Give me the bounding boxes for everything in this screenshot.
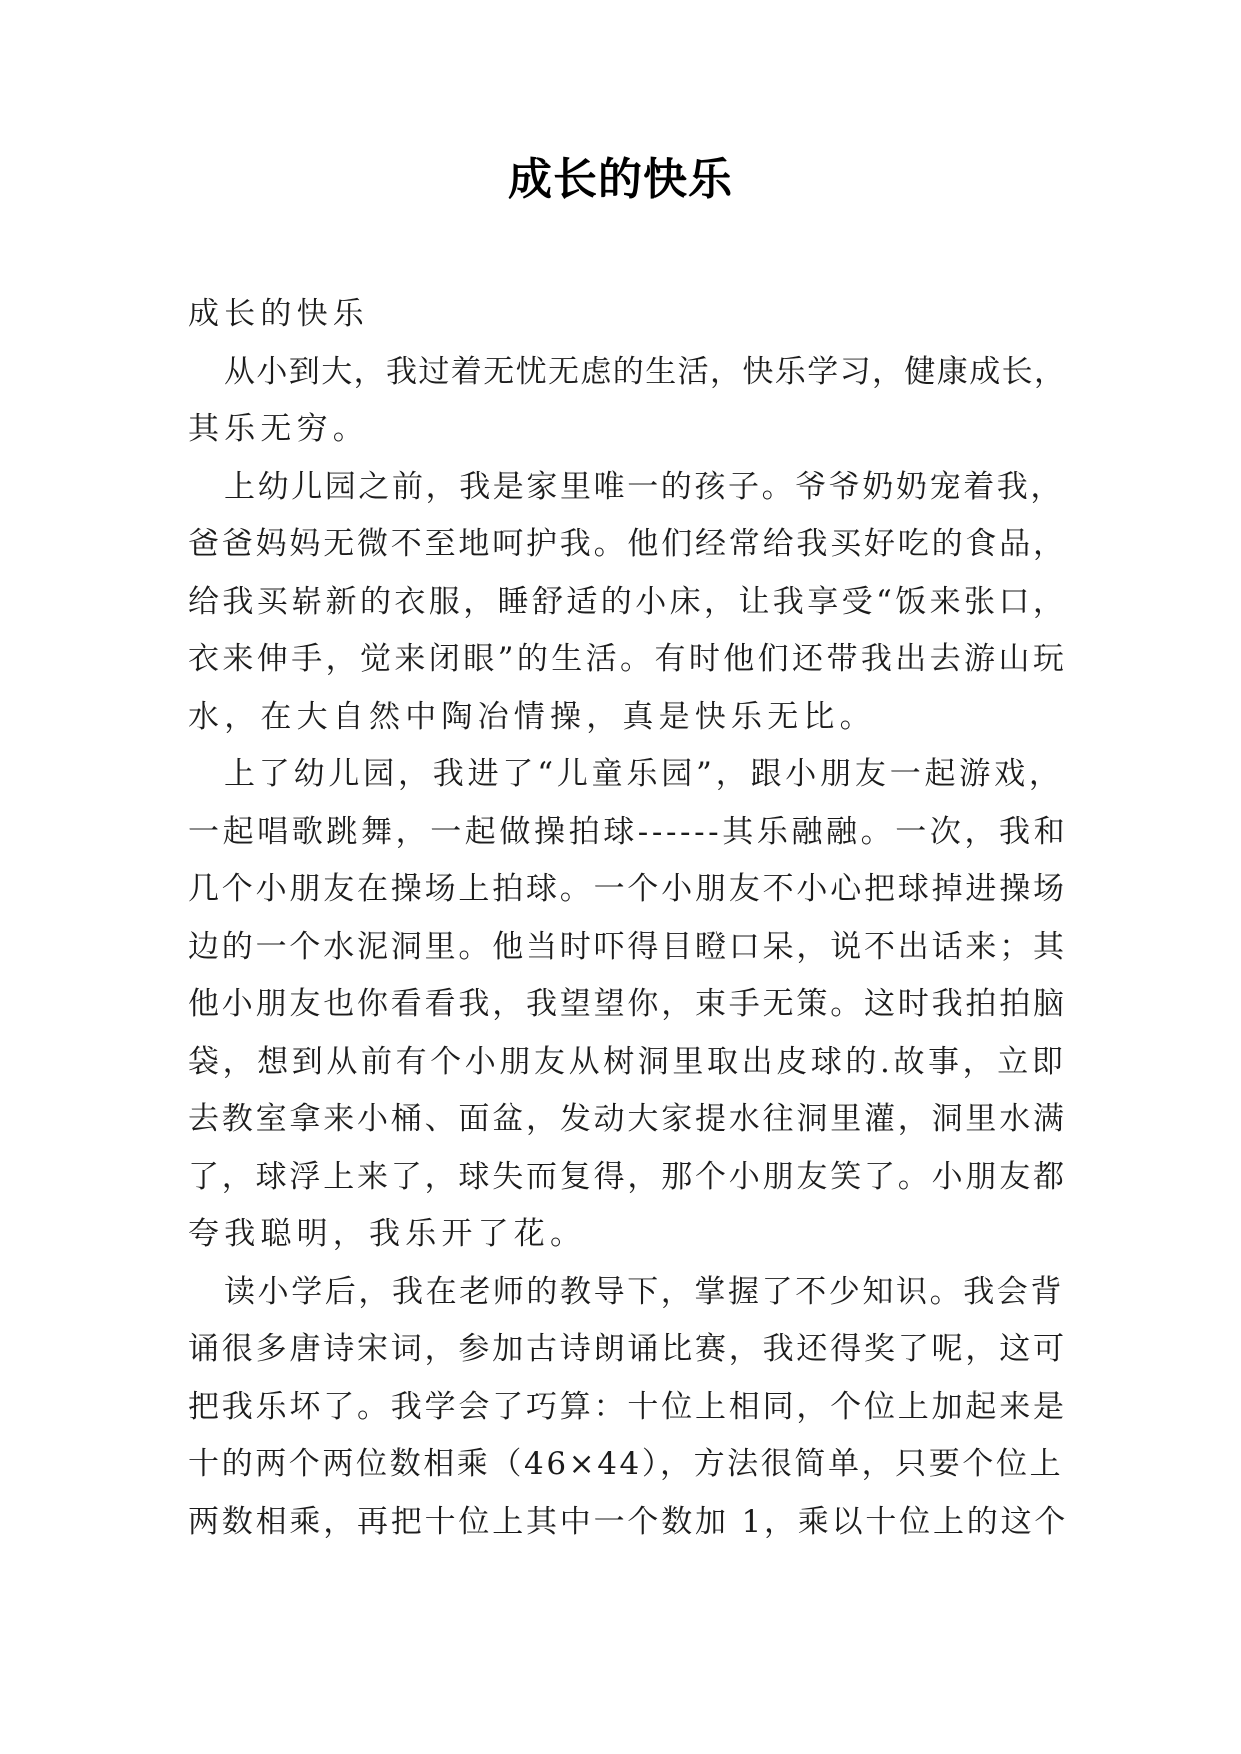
text-line: 几个小朋友在操场上拍球。一个小朋友不小心把球掉进操场 <box>188 871 1067 907</box>
text-line: 去教室拿来小桶、面盆，发动大家提水往洞里灌，洞里水满 <box>188 1101 1067 1137</box>
text-line: 诵很多唐诗宋词，参加古诗朗诵比赛，我还得奖了呢，这可 <box>188 1331 1067 1367</box>
text-line: 水，在大自然中陶冶情操，真是快乐无比。 <box>188 698 876 735</box>
text-line: 了，球浮上来了，球失而复得，那个小朋友笑了。小朋友都 <box>188 1158 1067 1195</box>
text-line: 从小到大，我过着无忧无虑的生活，快乐学习，健康成长， <box>224 353 1067 390</box>
text-line: 上了幼儿园，我进了“儿童乐园”，跟小朋友一起游戏， <box>224 756 1064 792</box>
text-line: 两数相乘，再把十位上其中一个数加 1，乘以十位上的这个 <box>188 1503 1069 1540</box>
text-line: 爸爸妈妈无微不至地呵护我。他们经常给我买好吃的食品， <box>188 526 1067 562</box>
text-line: 其乐无穷。 <box>188 411 369 447</box>
document-body <box>188 286 1068 1551</box>
document-subtitle: 成长的快乐 <box>188 296 369 332</box>
text-line: 十的两个两位数相乘（46×44），方法很简单，只要个位上 <box>188 1446 1064 1482</box>
text-line: 他小朋友也你看看我，我望望你，束手无策。这时我拍拍脑 <box>188 986 1067 1022</box>
text-line: 边的一个水泥洞里。他当时吓得目瞪口呆，说不出话来；其 <box>188 928 1067 965</box>
text-line: 衣来伸手，觉来闭眼”的生活。有时他们还带我出去游山玩 <box>188 641 1068 677</box>
text-line: 把我乐坏了。我学会了巧算：十位上相同，个位上加起来是 <box>188 1388 1067 1425</box>
text-line: 读小学后，我在老师的教导下，掌握了不少知识。我会背 <box>224 1273 1064 1310</box>
document-title: 成长的快乐 <box>508 154 733 205</box>
text-line: 给我买崭新的衣服，睡舒适的小床，让我享受“饭来张口， <box>188 583 1068 620</box>
text-line: 一起唱歌跳舞，一起做操拍球------其乐融融。一次，我和 <box>188 813 1069 850</box>
text-line: 夸我聪明，我乐开了花。 <box>188 1216 587 1252</box>
text-line: 上幼儿园之前，我是家里唯一的孩子。爷爷奶奶宠着我， <box>224 468 1064 505</box>
text-line: 袋，想到从前有个小朋友从树洞里取出皮球的.故事，立即 <box>188 1043 1067 1080</box>
